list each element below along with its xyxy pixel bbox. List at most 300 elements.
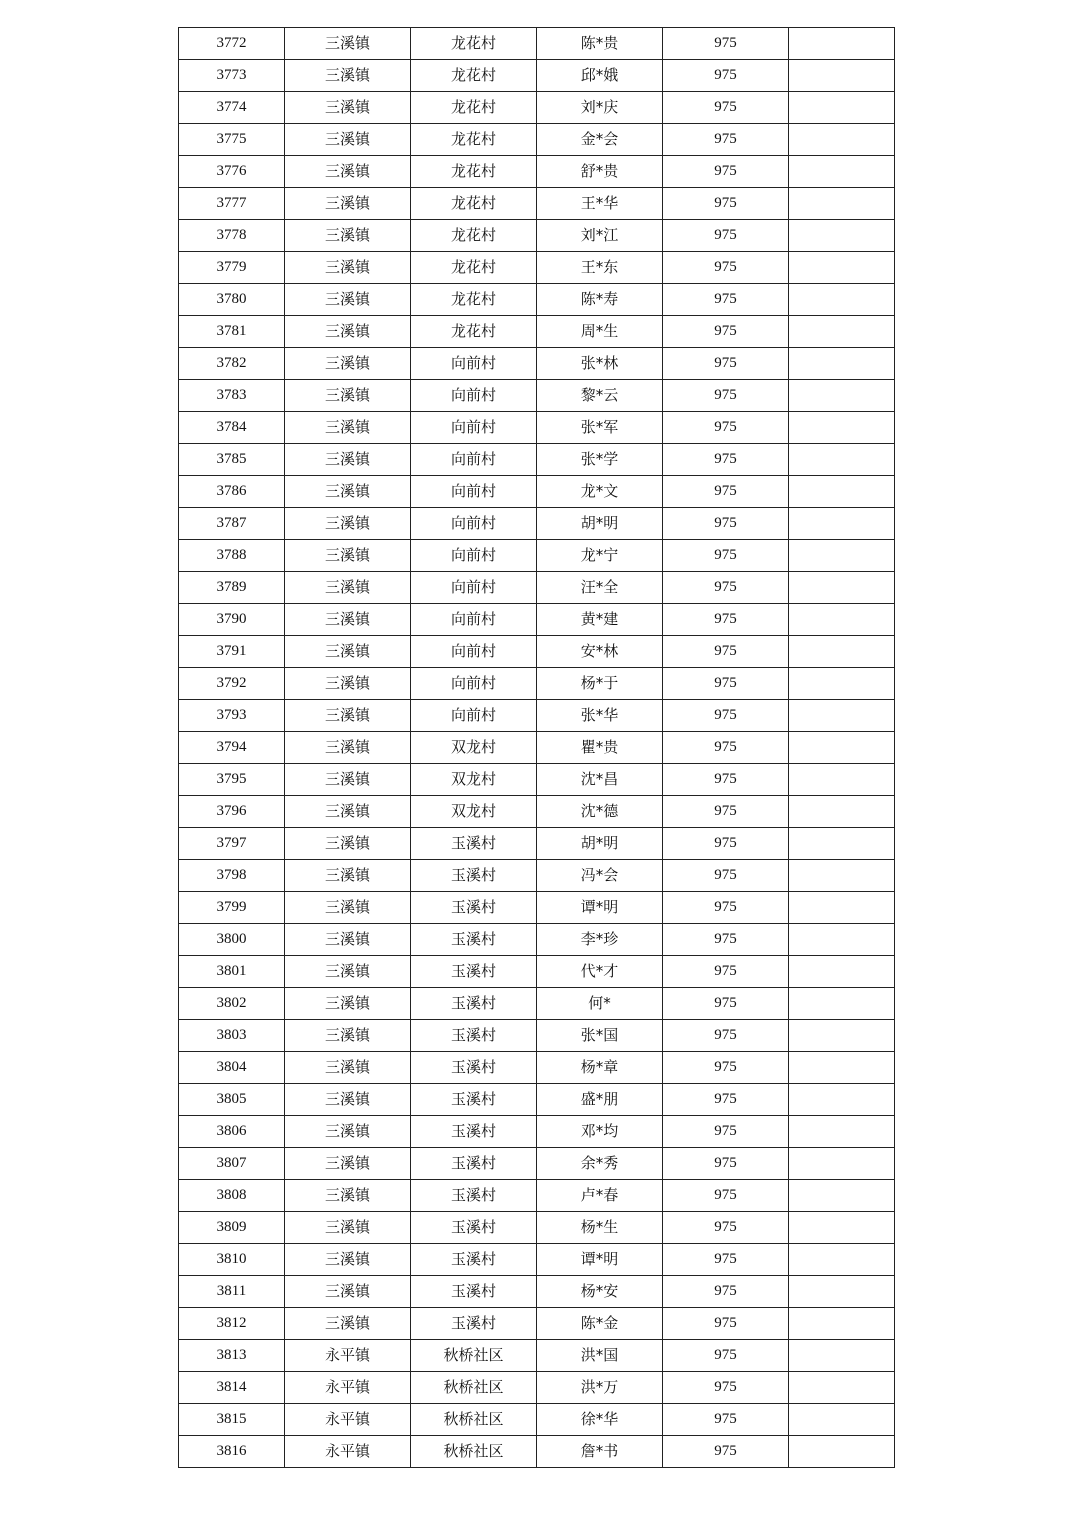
cell-person-name: 龙*文 <box>537 476 663 508</box>
cell-person-name: 杨*安 <box>537 1276 663 1308</box>
cell-village: 玉溪村 <box>411 860 537 892</box>
cell-town: 三溪镇 <box>285 988 411 1020</box>
cell-town: 三溪镇 <box>285 156 411 188</box>
cell-town: 三溪镇 <box>285 508 411 540</box>
cell-remark <box>789 1308 895 1340</box>
cell-remark <box>789 1276 895 1308</box>
cell-serial-number: 3780 <box>179 284 285 316</box>
cell-serial-number: 3779 <box>179 252 285 284</box>
cell-village: 向前村 <box>411 636 537 668</box>
cell-village: 向前村 <box>411 508 537 540</box>
cell-person-name: 黄*建 <box>537 604 663 636</box>
cell-amount: 975 <box>663 604 789 636</box>
table-row <box>179 476 895 508</box>
cell-serial-number: 3803 <box>179 1020 285 1052</box>
cell-village: 玉溪村 <box>411 1244 537 1276</box>
cell-person-name: 安*林 <box>537 636 663 668</box>
cell-person-name: 沈*昌 <box>537 764 663 796</box>
cell-village: 龙花村 <box>411 284 537 316</box>
table-row <box>179 732 895 764</box>
cell-village: 玉溪村 <box>411 988 537 1020</box>
table-row <box>179 860 895 892</box>
cell-serial-number: 3788 <box>179 540 285 572</box>
cell-person-name: 刘*江 <box>537 220 663 252</box>
cell-town: 三溪镇 <box>285 444 411 476</box>
cell-village: 向前村 <box>411 572 537 604</box>
cell-village: 玉溪村 <box>411 956 537 988</box>
cell-serial-number: 3775 <box>179 124 285 156</box>
cell-town: 三溪镇 <box>285 188 411 220</box>
cell-person-name: 谭*明 <box>537 892 663 924</box>
cell-person-name: 邓*均 <box>537 1116 663 1148</box>
cell-town: 三溪镇 <box>285 1052 411 1084</box>
cell-village: 玉溪村 <box>411 1116 537 1148</box>
cell-amount: 975 <box>663 316 789 348</box>
cell-remark <box>789 316 895 348</box>
cell-town: 永平镇 <box>285 1372 411 1404</box>
cell-serial-number: 3794 <box>179 732 285 764</box>
table-row <box>179 1244 895 1276</box>
cell-remark <box>789 700 895 732</box>
cell-amount: 975 <box>663 1020 789 1052</box>
cell-amount: 975 <box>663 188 789 220</box>
cell-amount: 975 <box>663 572 789 604</box>
cell-village: 向前村 <box>411 476 537 508</box>
cell-amount: 975 <box>663 252 789 284</box>
cell-amount: 975 <box>663 156 789 188</box>
cell-serial-number: 3812 <box>179 1308 285 1340</box>
table-row <box>179 1052 895 1084</box>
cell-amount: 975 <box>663 700 789 732</box>
cell-village: 龙花村 <box>411 188 537 220</box>
cell-remark <box>789 444 895 476</box>
cell-town: 三溪镇 <box>285 1148 411 1180</box>
cell-person-name: 胡*明 <box>537 508 663 540</box>
cell-remark <box>789 1148 895 1180</box>
cell-person-name: 杨*章 <box>537 1052 663 1084</box>
cell-remark <box>789 892 895 924</box>
cell-person-name: 杨*生 <box>537 1212 663 1244</box>
cell-town: 三溪镇 <box>285 796 411 828</box>
cell-serial-number: 3782 <box>179 348 285 380</box>
cell-town: 三溪镇 <box>285 1212 411 1244</box>
cell-serial-number: 3783 <box>179 380 285 412</box>
cell-town: 三溪镇 <box>285 828 411 860</box>
cell-serial-number: 3787 <box>179 508 285 540</box>
cell-town: 三溪镇 <box>285 316 411 348</box>
cell-village: 龙花村 <box>411 156 537 188</box>
cell-village: 秋桥社区 <box>411 1436 537 1468</box>
cell-serial-number: 3801 <box>179 956 285 988</box>
cell-village: 向前村 <box>411 668 537 700</box>
cell-person-name: 胡*明 <box>537 828 663 860</box>
table-row <box>179 1020 895 1052</box>
cell-village: 向前村 <box>411 700 537 732</box>
cell-person-name: 沈*德 <box>537 796 663 828</box>
table-row <box>179 60 895 92</box>
cell-remark <box>789 60 895 92</box>
cell-remark <box>789 636 895 668</box>
cell-town: 三溪镇 <box>285 220 411 252</box>
cell-amount: 975 <box>663 636 789 668</box>
cell-village: 秋桥社区 <box>411 1340 537 1372</box>
table-row <box>179 188 895 220</box>
table-row <box>179 124 895 156</box>
table-row <box>179 1308 895 1340</box>
cell-serial-number: 3811 <box>179 1276 285 1308</box>
cell-town: 三溪镇 <box>285 700 411 732</box>
cell-person-name: 谭*明 <box>537 1244 663 1276</box>
cell-remark <box>789 1340 895 1372</box>
cell-town: 三溪镇 <box>285 1020 411 1052</box>
cell-town: 三溪镇 <box>285 1276 411 1308</box>
cell-person-name: 代*才 <box>537 956 663 988</box>
cell-remark <box>789 28 895 60</box>
cell-amount: 975 <box>663 828 789 860</box>
table-row <box>179 156 895 188</box>
cell-amount: 975 <box>663 476 789 508</box>
cell-amount: 975 <box>663 1340 789 1372</box>
cell-person-name: 何* <box>537 988 663 1020</box>
table-row <box>179 796 895 828</box>
cell-village: 玉溪村 <box>411 1276 537 1308</box>
cell-town: 三溪镇 <box>285 924 411 956</box>
cell-town: 永平镇 <box>285 1340 411 1372</box>
table-row <box>179 1372 895 1404</box>
cell-remark <box>789 412 895 444</box>
cell-town: 三溪镇 <box>285 92 411 124</box>
cell-remark <box>789 252 895 284</box>
cell-amount: 975 <box>663 668 789 700</box>
cell-serial-number: 3797 <box>179 828 285 860</box>
cell-village: 玉溪村 <box>411 1180 537 1212</box>
cell-person-name: 洪*国 <box>537 1340 663 1372</box>
cell-amount: 975 <box>663 1276 789 1308</box>
cell-person-name: 王*东 <box>537 252 663 284</box>
cell-village: 向前村 <box>411 380 537 412</box>
cell-village: 玉溪村 <box>411 1212 537 1244</box>
cell-person-name: 张*华 <box>537 700 663 732</box>
cell-serial-number: 3785 <box>179 444 285 476</box>
cell-remark <box>789 1244 895 1276</box>
cell-serial-number: 3804 <box>179 1052 285 1084</box>
cell-village: 龙花村 <box>411 220 537 252</box>
cell-village: 向前村 <box>411 604 537 636</box>
cell-village: 双龙村 <box>411 796 537 828</box>
cell-serial-number: 3791 <box>179 636 285 668</box>
cell-serial-number: 3786 <box>179 476 285 508</box>
cell-remark <box>789 828 895 860</box>
cell-amount: 975 <box>663 28 789 60</box>
table-row <box>179 540 895 572</box>
cell-amount: 975 <box>663 92 789 124</box>
cell-town: 永平镇 <box>285 1436 411 1468</box>
cell-amount: 975 <box>663 1084 789 1116</box>
cell-serial-number: 3802 <box>179 988 285 1020</box>
cell-village: 龙花村 <box>411 28 537 60</box>
table-row <box>179 988 895 1020</box>
cell-town: 三溪镇 <box>285 636 411 668</box>
cell-amount: 975 <box>663 796 789 828</box>
table-row <box>179 700 895 732</box>
table-row <box>179 668 895 700</box>
cell-serial-number: 3800 <box>179 924 285 956</box>
cell-person-name: 龙*宁 <box>537 540 663 572</box>
cell-remark <box>789 1180 895 1212</box>
cell-amount: 975 <box>663 860 789 892</box>
cell-remark <box>789 380 895 412</box>
cell-village: 玉溪村 <box>411 1308 537 1340</box>
cell-village: 玉溪村 <box>411 1052 537 1084</box>
cell-remark <box>789 1212 895 1244</box>
cell-town: 三溪镇 <box>285 892 411 924</box>
cell-person-name: 金*会 <box>537 124 663 156</box>
cell-remark <box>789 284 895 316</box>
cell-town: 三溪镇 <box>285 668 411 700</box>
table-row <box>179 604 895 636</box>
cell-amount: 975 <box>663 540 789 572</box>
cell-person-name: 王*华 <box>537 188 663 220</box>
cell-serial-number: 3781 <box>179 316 285 348</box>
cell-remark <box>789 1084 895 1116</box>
cell-amount: 975 <box>663 412 789 444</box>
cell-serial-number: 3810 <box>179 1244 285 1276</box>
table-row <box>179 444 895 476</box>
cell-remark <box>789 924 895 956</box>
table-row <box>179 508 895 540</box>
cell-remark <box>789 1116 895 1148</box>
cell-town: 永平镇 <box>285 1404 411 1436</box>
cell-remark <box>789 92 895 124</box>
cell-village: 玉溪村 <box>411 828 537 860</box>
cell-town: 三溪镇 <box>285 860 411 892</box>
cell-amount: 975 <box>663 124 789 156</box>
cell-town: 三溪镇 <box>285 412 411 444</box>
cell-remark <box>789 540 895 572</box>
cell-town: 三溪镇 <box>285 380 411 412</box>
cell-remark <box>789 668 895 700</box>
cell-amount: 975 <box>663 1116 789 1148</box>
table-row <box>179 892 895 924</box>
cell-town: 三溪镇 <box>285 732 411 764</box>
cell-person-name: 邱*娥 <box>537 60 663 92</box>
cell-town: 三溪镇 <box>285 124 411 156</box>
cell-town: 三溪镇 <box>285 60 411 92</box>
cell-person-name: 卢*春 <box>537 1180 663 1212</box>
cell-amount: 975 <box>663 732 789 764</box>
cell-serial-number: 3806 <box>179 1116 285 1148</box>
cell-village: 秋桥社区 <box>411 1372 537 1404</box>
cell-serial-number: 3815 <box>179 1404 285 1436</box>
cell-person-name: 张*国 <box>537 1020 663 1052</box>
cell-serial-number: 3807 <box>179 1148 285 1180</box>
cell-remark <box>789 220 895 252</box>
cell-serial-number: 3776 <box>179 156 285 188</box>
cell-town: 三溪镇 <box>285 284 411 316</box>
cell-serial-number: 3790 <box>179 604 285 636</box>
table-row <box>179 1340 895 1372</box>
cell-village: 龙花村 <box>411 124 537 156</box>
cell-village: 玉溪村 <box>411 1148 537 1180</box>
cell-person-name: 余*秀 <box>537 1148 663 1180</box>
cell-remark <box>789 604 895 636</box>
cell-village: 向前村 <box>411 348 537 380</box>
cell-village: 龙花村 <box>411 252 537 284</box>
cell-remark <box>789 1436 895 1468</box>
cell-person-name: 黎*云 <box>537 380 663 412</box>
table-row <box>179 220 895 252</box>
cell-village: 龙花村 <box>411 92 537 124</box>
cell-person-name: 舒*贵 <box>537 156 663 188</box>
cell-remark <box>789 476 895 508</box>
cell-person-name: 杨*于 <box>537 668 663 700</box>
cell-remark <box>789 764 895 796</box>
cell-amount: 975 <box>663 1244 789 1276</box>
cell-amount: 975 <box>663 220 789 252</box>
cell-village: 向前村 <box>411 540 537 572</box>
cell-remark <box>789 1052 895 1084</box>
cell-town: 三溪镇 <box>285 252 411 284</box>
cell-person-name: 周*生 <box>537 316 663 348</box>
table-row <box>179 252 895 284</box>
table-row <box>179 1084 895 1116</box>
cell-serial-number: 3799 <box>179 892 285 924</box>
cell-serial-number: 3813 <box>179 1340 285 1372</box>
cell-serial-number: 3774 <box>179 92 285 124</box>
cell-village: 向前村 <box>411 412 537 444</box>
cell-remark <box>789 1372 895 1404</box>
cell-remark <box>789 188 895 220</box>
cell-remark <box>789 1020 895 1052</box>
cell-amount: 975 <box>663 924 789 956</box>
cell-town: 三溪镇 <box>285 1116 411 1148</box>
cell-person-name: 张*军 <box>537 412 663 444</box>
cell-town: 三溪镇 <box>285 604 411 636</box>
cell-amount: 975 <box>663 1308 789 1340</box>
cell-serial-number: 3773 <box>179 60 285 92</box>
cell-serial-number: 3795 <box>179 764 285 796</box>
cell-village: 龙花村 <box>411 316 537 348</box>
cell-town: 三溪镇 <box>285 1180 411 1212</box>
table-row <box>179 924 895 956</box>
cell-amount: 975 <box>663 1180 789 1212</box>
table-row <box>179 412 895 444</box>
table-row <box>179 92 895 124</box>
table-row <box>179 348 895 380</box>
table-row <box>179 956 895 988</box>
cell-remark <box>789 156 895 188</box>
cell-village: 秋桥社区 <box>411 1404 537 1436</box>
table-row <box>179 316 895 348</box>
cell-remark <box>789 988 895 1020</box>
cell-serial-number: 3772 <box>179 28 285 60</box>
table-row <box>179 572 895 604</box>
cell-remark <box>789 860 895 892</box>
cell-remark <box>789 124 895 156</box>
table-row <box>179 1180 895 1212</box>
cell-serial-number: 3778 <box>179 220 285 252</box>
cell-serial-number: 3777 <box>179 188 285 220</box>
cell-town: 三溪镇 <box>285 764 411 796</box>
cell-amount: 975 <box>663 444 789 476</box>
cell-person-name: 张*林 <box>537 348 663 380</box>
table-row <box>179 1148 895 1180</box>
cell-amount: 975 <box>663 508 789 540</box>
cell-person-name: 盛*朋 <box>537 1084 663 1116</box>
cell-amount: 975 <box>663 988 789 1020</box>
table-row <box>179 828 895 860</box>
cell-amount: 975 <box>663 956 789 988</box>
cell-amount: 975 <box>663 1052 789 1084</box>
cell-serial-number: 3805 <box>179 1084 285 1116</box>
cell-person-name: 汪*全 <box>537 572 663 604</box>
cell-village: 玉溪村 <box>411 892 537 924</box>
table-row <box>179 1404 895 1436</box>
cell-town: 三溪镇 <box>285 348 411 380</box>
cell-person-name: 陈*贵 <box>537 28 663 60</box>
cell-remark <box>789 956 895 988</box>
table-row <box>179 1276 895 1308</box>
table-row <box>179 28 895 60</box>
cell-person-name: 张*学 <box>537 444 663 476</box>
cell-person-name: 陈*寿 <box>537 284 663 316</box>
roster-table <box>178 27 895 1468</box>
cell-serial-number: 3808 <box>179 1180 285 1212</box>
cell-serial-number: 3792 <box>179 668 285 700</box>
cell-serial-number: 3796 <box>179 796 285 828</box>
cell-amount: 975 <box>663 1436 789 1468</box>
cell-amount: 975 <box>663 284 789 316</box>
cell-village: 玉溪村 <box>411 924 537 956</box>
cell-remark <box>789 572 895 604</box>
table-row <box>179 764 895 796</box>
table-row <box>179 1116 895 1148</box>
cell-person-name: 瞿*贵 <box>537 732 663 764</box>
cell-amount: 975 <box>663 1372 789 1404</box>
cell-village: 玉溪村 <box>411 1084 537 1116</box>
cell-person-name: 刘*庆 <box>537 92 663 124</box>
cell-amount: 975 <box>663 1212 789 1244</box>
roster-table-body <box>179 28 895 1468</box>
cell-village: 双龙村 <box>411 764 537 796</box>
cell-amount: 975 <box>663 892 789 924</box>
cell-person-name: 陈*金 <box>537 1308 663 1340</box>
cell-remark <box>789 508 895 540</box>
cell-amount: 975 <box>663 60 789 92</box>
cell-remark <box>789 1404 895 1436</box>
cell-town: 三溪镇 <box>285 476 411 508</box>
cell-town: 三溪镇 <box>285 572 411 604</box>
cell-town: 三溪镇 <box>285 1308 411 1340</box>
cell-village: 双龙村 <box>411 732 537 764</box>
cell-serial-number: 3809 <box>179 1212 285 1244</box>
cell-serial-number: 3816 <box>179 1436 285 1468</box>
table-row <box>179 380 895 412</box>
cell-person-name: 李*珍 <box>537 924 663 956</box>
cell-remark <box>789 732 895 764</box>
cell-village: 玉溪村 <box>411 1020 537 1052</box>
cell-village: 龙花村 <box>411 60 537 92</box>
cell-serial-number: 3798 <box>179 860 285 892</box>
cell-amount: 975 <box>663 380 789 412</box>
cell-amount: 975 <box>663 348 789 380</box>
cell-serial-number: 3789 <box>179 572 285 604</box>
cell-remark <box>789 348 895 380</box>
cell-person-name: 詹*书 <box>537 1436 663 1468</box>
cell-serial-number: 3793 <box>179 700 285 732</box>
cell-amount: 975 <box>663 1404 789 1436</box>
table-row <box>179 1212 895 1244</box>
